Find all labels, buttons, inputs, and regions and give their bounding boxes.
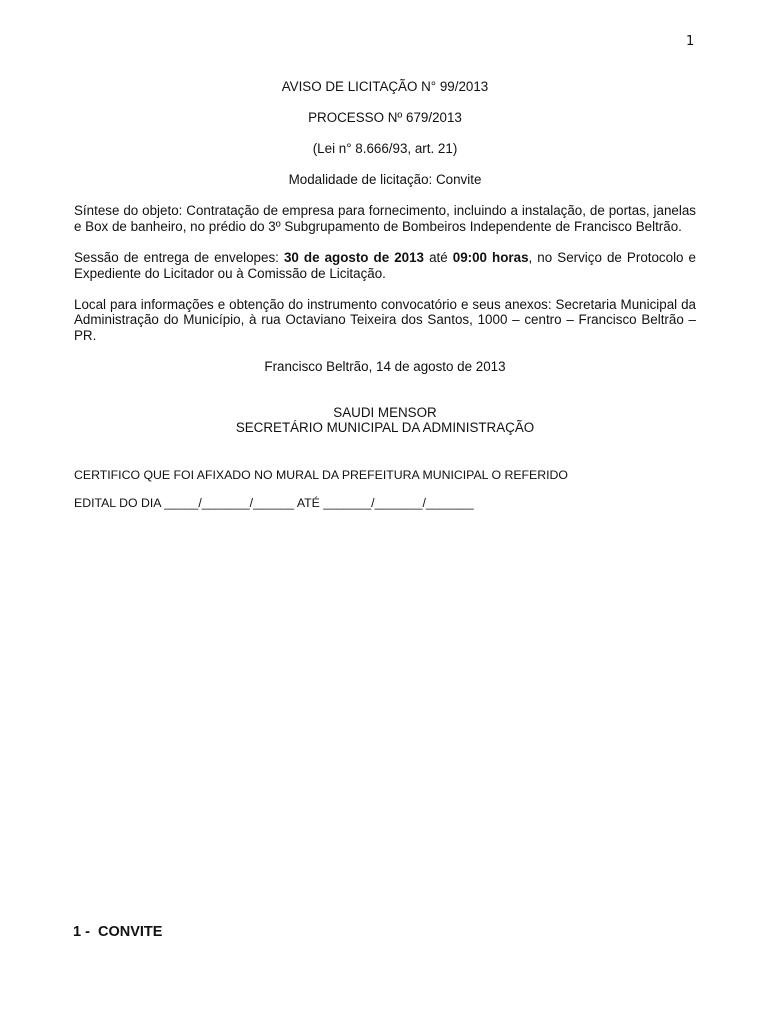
signatory-name: SAUDI MENSOR	[333, 404, 437, 420]
notice-title: AVISO DE LICITAÇÃO N° 99/2013	[281, 79, 489, 94]
document-body	[74, 79, 696, 512]
session-date: 30 de agosto de 2013	[283, 250, 425, 266]
object-summary: Síntese do objeto: Contratação de empresa para fornecimento, incluindo a instalação, de portas, janelas e Box de banheiro, no prédio do 3º Subgrupamento de Bombeiros Independente de Francisco Beltrão.	[74, 203, 696, 234]
signature-block	[74, 405, 696, 436]
signatory-title: SECRETÁRIO MUNICIPAL DA ADMINISTRAÇÃO	[235, 420, 535, 436]
bidding-modality: Modalidade de licitação: Convite	[288, 172, 482, 188]
section-heading-convite: 1 - CONVITE	[73, 924, 163, 940]
info-location: Local para informações e obtenção do instrumento convocatório e seus anexos: Secretaria Municipal da Administração do Município, à rua Octaviano Teixeira dos Santos, 1000 – centro – Francisco Beltrão – PR.	[74, 296, 696, 343]
session-suffix: , no Serviço de Protocolo e Expediente do Licitador ou à Comissão de Licitação.	[74, 250, 697, 281]
session-paragraph	[74, 250, 696, 281]
session-prefix: Sessão de entrega de envelopes:	[74, 250, 284, 266]
process-number: PROCESSO Nº 679/2013	[308, 110, 462, 126]
law-reference: (Lei n° 8.666/93, art. 21)	[312, 141, 458, 157]
certification-line-1: CERTIFICO QUE FOI AFIXADO NO MURAL DA PREFEITURA MUNICIPAL O REFERIDO	[74, 467, 568, 482]
session-middle: até	[424, 250, 453, 266]
session-time: 09:00 horas	[452, 250, 529, 266]
page-number: 1	[686, 34, 695, 49]
certification-line-2: EDITAL DO DIA _____/_______/______ ATÉ _______/_______/_______	[74, 496, 474, 511]
date-line: Francisco Beltrão, 14 de agosto de 2013	[264, 359, 506, 375]
